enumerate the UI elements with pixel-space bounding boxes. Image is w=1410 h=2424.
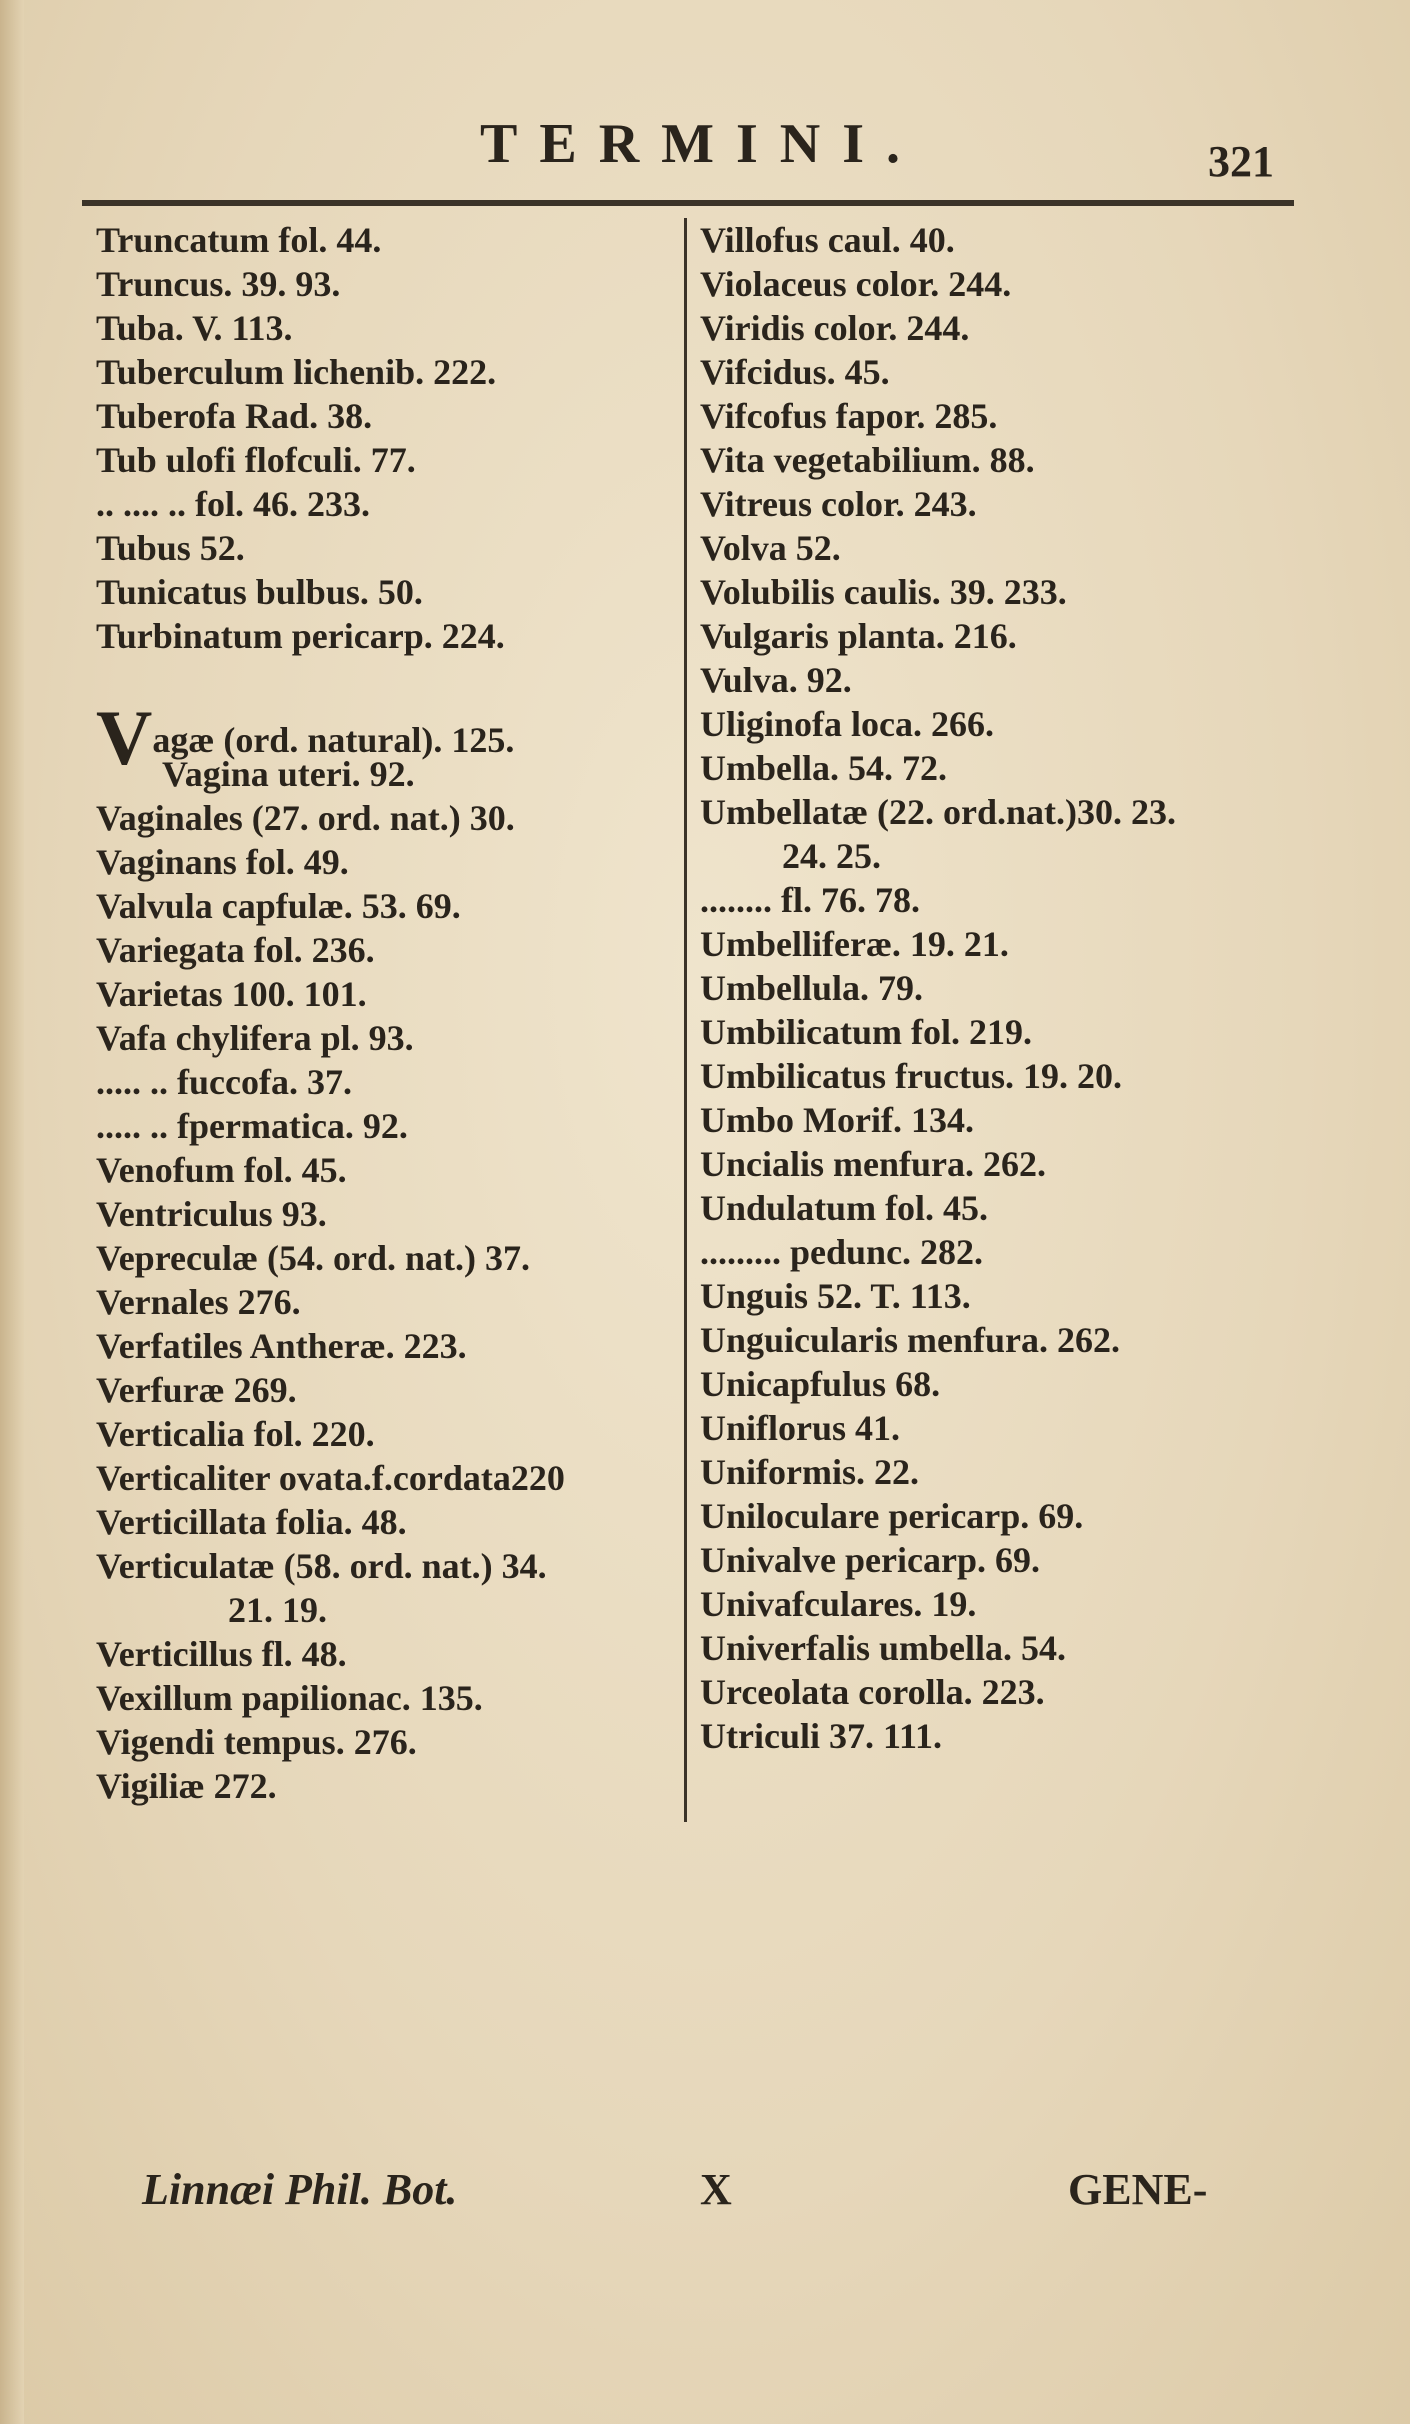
index-entry: Verticalia fol. 220. bbox=[96, 1414, 375, 1454]
index-entry: Utriculi 37. 111. bbox=[700, 1716, 942, 1756]
index-entry: Vafa chylifera pl. 93. bbox=[96, 1018, 414, 1058]
index-entry: Viridis color. 244. bbox=[700, 308, 970, 348]
index-entry: Umbellatæ (22. ord.nat.)30. 23. bbox=[700, 792, 1176, 832]
index-entry: Ventriculus 93. bbox=[96, 1194, 327, 1234]
index-entry: Volva 52. bbox=[700, 528, 841, 568]
index-entry: Umbilicatum fol. 219. bbox=[700, 1012, 1032, 1052]
index-entry: Umbelliferæ. 19. 21. bbox=[700, 924, 1009, 964]
index-entry: Variegata fol. 236. bbox=[96, 930, 375, 970]
index-entry-continuation: 21. 19. bbox=[228, 1590, 327, 1630]
index-entry: Uliginofa loca. 266. bbox=[700, 704, 994, 744]
index-entry: Vifcofus fapor. 285. bbox=[700, 396, 998, 436]
index-entry: Uniformis. 22. bbox=[700, 1452, 919, 1492]
index-entry: Venofum fol. 45. bbox=[96, 1150, 347, 1190]
index-entry: Tunicatus bulbus. 50. bbox=[96, 572, 423, 612]
index-entry: Vitreus color. 243. bbox=[700, 484, 977, 524]
index-entry: Verticulatæ (58. ord. nat.) 34. bbox=[96, 1546, 547, 1586]
index-entry: Vexillum papilionac. 135. bbox=[96, 1678, 483, 1718]
index-entry: Vernales 276. bbox=[96, 1282, 301, 1322]
index-entry: Unguicularis menfura. 262. bbox=[700, 1320, 1121, 1360]
header-rule bbox=[82, 200, 1294, 206]
index-entry: Vaginales (27. ord. nat.) 30. bbox=[96, 798, 515, 838]
index-entry-text: agæ (ord. natural). 125. bbox=[152, 720, 515, 760]
index-entry: Umbella. 54. 72. bbox=[700, 748, 947, 788]
index-entry: Univerfalis umbella. 54. bbox=[700, 1628, 1066, 1668]
index-entry: Univafculares. 19. bbox=[700, 1584, 977, 1624]
column-divider bbox=[684, 218, 687, 1822]
index-entry: ..... .. fpermatica. 92. bbox=[96, 1106, 408, 1146]
index-entry: Varietas 100. 101. bbox=[96, 974, 367, 1014]
index-entry: Verfuræ 269. bbox=[96, 1370, 297, 1410]
index-entry: Volubilis caulis. 39. 233. bbox=[700, 572, 1067, 612]
index-entry: Violaceus color. 244. bbox=[700, 264, 1012, 304]
index-entry: .. .... .. fol. 46. 233. bbox=[96, 484, 370, 524]
index-entry: Uncialis menfura. 262. bbox=[700, 1144, 1046, 1184]
index-entry: Vita vegetabilium. 88. bbox=[700, 440, 1035, 480]
index-entry: Unicapfulus 68. bbox=[700, 1364, 941, 1404]
index-entry: Univalve pericarp. 69. bbox=[700, 1540, 1040, 1580]
index-entry: Unguis 52. T. 113. bbox=[700, 1276, 971, 1316]
index-entry: Vagina uteri. 92. bbox=[162, 754, 415, 794]
footer-signature-title: Linnæi Phil. Bot. bbox=[142, 2165, 458, 2214]
index-entry: Truncus. 39. 93. bbox=[96, 264, 341, 304]
drop-cap: V bbox=[96, 694, 153, 781]
index-entry: Verticillus fl. 48. bbox=[96, 1634, 347, 1674]
index-entry: Vifcidus. 45. bbox=[700, 352, 890, 392]
index-entry: Undulatum fol. 45. bbox=[700, 1188, 989, 1228]
index-entry: Tuberofa Rad. 38. bbox=[96, 396, 373, 436]
index-entry: Vulva. 92. bbox=[700, 660, 852, 700]
index-entry-continuation: 24. 25. bbox=[782, 836, 881, 876]
index-entry: ........ fl. 76. 78. bbox=[700, 880, 920, 920]
page-spine-edge bbox=[0, 0, 24, 2424]
index-entry: Turbinatum pericarp. 224. bbox=[96, 616, 505, 656]
index-entry: Verticaliter ovata.f.cordata220 bbox=[96, 1458, 565, 1498]
index-entry: Tub ulofi flofculi. 77. bbox=[96, 440, 416, 480]
index-entry: Verticillata folia. 48. bbox=[96, 1502, 407, 1542]
index-entry: Vigendi tempus. 276. bbox=[96, 1722, 417, 1762]
index-entry: Vigiliæ 272. bbox=[96, 1766, 277, 1806]
index-entry: Umbilicatus fructus. 19. 20. bbox=[700, 1056, 1122, 1096]
footer-signature-mark: X bbox=[700, 2165, 732, 2214]
index-entry: Tuba. V. 113. bbox=[96, 308, 293, 348]
page-footer bbox=[0, 2164, 1410, 2224]
right-column bbox=[700, 218, 1320, 1758]
index-entry: Tubus 52. bbox=[96, 528, 245, 568]
index-entry: Vepreculæ (54. ord. nat.) 37. bbox=[96, 1238, 530, 1278]
index-entry: Vulgaris planta. 216. bbox=[700, 616, 1017, 656]
index-entry: Tuberculum lichenib. 222. bbox=[96, 352, 497, 392]
index-entry: Umbo Morif. 134. bbox=[700, 1100, 974, 1140]
running-title: TERMINI. bbox=[480, 113, 923, 175]
index-entry: Uniflorus 41. bbox=[700, 1408, 901, 1448]
running-header bbox=[0, 112, 1410, 186]
index-entry: ..... .. fuccofa. 37. bbox=[96, 1062, 352, 1102]
index-entry: Vaginans fol. 49. bbox=[96, 842, 349, 882]
index-entry: Umbellula. 79. bbox=[700, 968, 924, 1008]
footer-catchword: GENE- bbox=[1068, 2165, 1208, 2214]
index-entry: ......... pedunc. 282. bbox=[700, 1232, 984, 1272]
index-entry: Urceolata corolla. 223. bbox=[700, 1672, 1045, 1712]
index-entry: Valvula capfulæ. 53. 69. bbox=[96, 886, 461, 926]
index-entry: Truncatum fol. 44. bbox=[96, 220, 382, 260]
index-entry: Uniloculare pericarp. 69. bbox=[700, 1496, 1084, 1536]
index-entry: Villofus caul. 40. bbox=[700, 220, 955, 260]
page-number: 321 bbox=[1208, 137, 1274, 186]
left-column bbox=[96, 218, 676, 1808]
index-entry: Verfatiles Antheræ. 223. bbox=[96, 1326, 467, 1366]
